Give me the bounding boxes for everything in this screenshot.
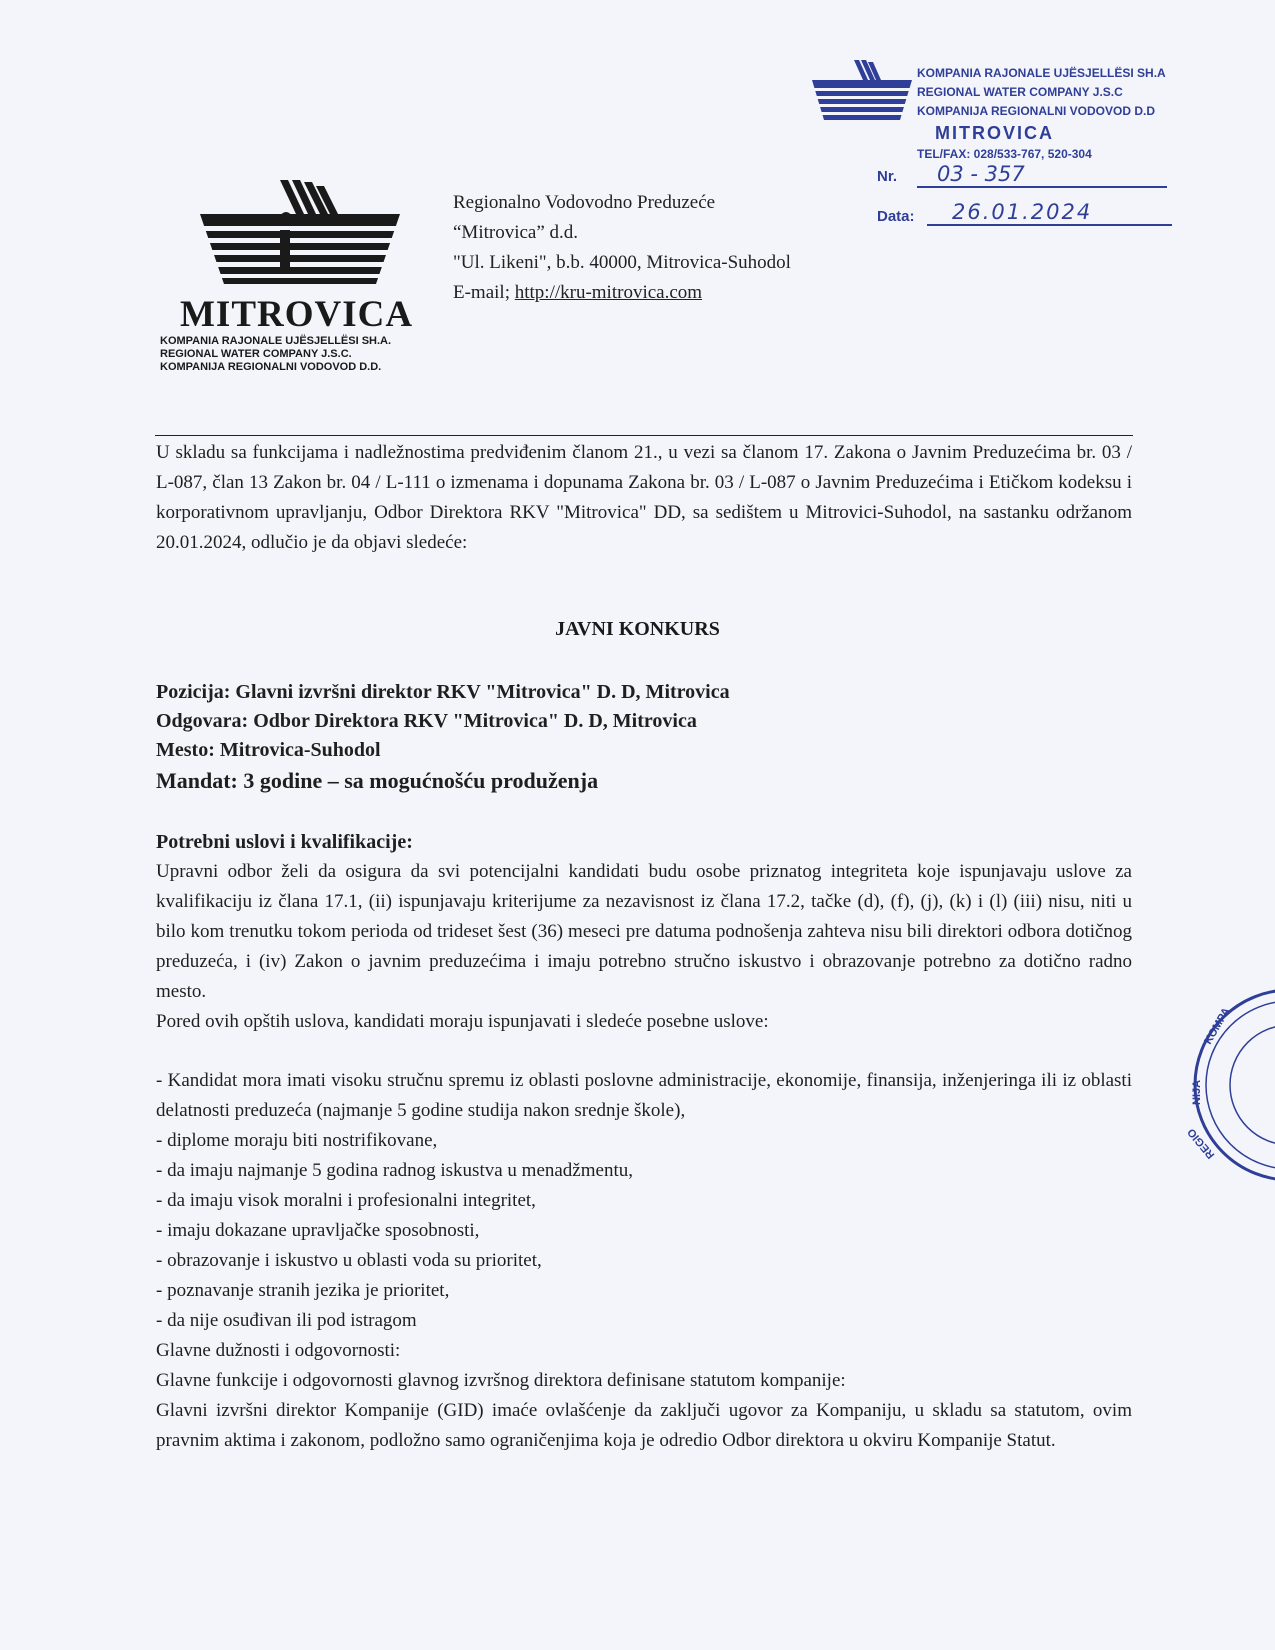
website-link[interactable]: http://kru-mitrovica.com: [514, 282, 703, 303]
position-reports-to: Odgovara: Odbor Direktora RKV "Mitrovica" D. D, Mitrovica: [156, 710, 697, 732]
requirements-title: Potrebni uslovi i kvalifikacije:: [156, 831, 413, 853]
list-item: - obrazovanje i iskustvo u oblasti voda su prioritet,: [156, 1250, 542, 1271]
duties-paragraph: Glavni izvršni direktor Kompanije (GID) imaće ovlašćenje da zaključi ugovor za Kompaniju, u skladu sa statutom, ovim pravnim aktima i zakonom, podložno samo ograničenjima koja je odredio Odbor direktora u okviru Kompanije Statut.: [156, 1400, 1132, 1451]
list-item: - Kandidat mora imati visoku stručnu spremu iz oblasti poslovne administracije, ekonomije, finansija, inženjeringa ili iz oblasti delatnosti preduzeća (najmanje 5 godine studija nakon srednje škole),: [156, 1070, 1132, 1121]
address-line: "Ul. Likeni", b.b. 40000, Mitrovica-Suhodol: [453, 252, 791, 273]
stamp-date-value: 26.01.2024: [927, 200, 1172, 226]
stamp-text: [917, 64, 1166, 164]
position-title: Pozicija: Glavni izvršni direktor RKV "Mitrovica" D. D, Mitrovica: [156, 681, 730, 703]
water-basin-logo-icon: [200, 180, 400, 295]
requirements-paragraph: Pored ovih opštih uslova, kandidati moraju ispunjavati i sledeće posebne uslove:: [156, 1011, 769, 1032]
stamp-line: KOMPANIJA REGIONALNI VODOVOD D.D: [917, 104, 1156, 118]
logo-name: MITROVICA: [180, 294, 414, 335]
list-item: - imaju dokazane upravljačke sposobnosti,: [156, 1220, 480, 1241]
intro-paragraph: U skladu sa funkcijama i nadležnostima predviđenim članom 21., u vezi sa članom 17. Zakona o Javnim Preduzećima br. 03 / L-087, član 13 Zakon br. 04 / L-111 o izmenama i dopunama Zakona br. 03 / L-087 o Javnim Preduzećima i Etičkom kodeksu i korporativnom upravljanju, Odbor Direktora RKV "Mitrovica" DD, sa sedištem u Mitrovici-Suhodol, na sastanku održanom 20.01.2024, odlučio je da objavi sledeće:: [156, 442, 1132, 553]
svg-text:REGIO: REGIO: [1185, 1125, 1218, 1161]
duties-title: Glavne dužnosti i odgovornosti:: [156, 1340, 401, 1361]
stamp-number-label: Nr.: [877, 168, 898, 185]
stamp-city: MITROVICA: [935, 123, 1054, 143]
logo-subtitle-line: REGIONAL WATER COMPANY J.S.C.: [160, 348, 352, 360]
position-location: Mesto: Mitrovica-Suhodol: [156, 739, 381, 761]
logo-subtitle: [160, 335, 391, 374]
list-item: - da imaju najmanje 5 godina radnog iskustva u menadžmentu,: [156, 1160, 633, 1181]
document-title: JAVNI KONKURS: [555, 618, 720, 640]
list-item: - diplome moraju biti nostrifikovane,: [156, 1130, 438, 1151]
list-item: - da imaju visok moralni i profesionalni integritet,: [156, 1190, 536, 1211]
logo-subtitle-line: KOMPANIA RAJONALE UJËSJELLËSI SH.A.: [160, 335, 392, 347]
list-item: - da nije osuđivan ili pod istragom: [156, 1310, 417, 1331]
address-line: “Mitrovica” d.d.: [453, 222, 579, 243]
stamp-line: KOMPANIA RAJONALE UJËSJELLËSI SH.A: [917, 66, 1166, 80]
position-mandate: Mandat: 3 godine – sa mogućnošću produženja: [156, 768, 599, 793]
position-info: [156, 678, 1132, 797]
header-divider: [155, 435, 1133, 436]
stamp-number-value: 03 - 357: [917, 162, 1167, 188]
logo-subtitle-line: KOMPANIJA REGIONALNI VODOVOD D.D.: [160, 361, 382, 373]
list-item: - poznavanje stranih jezika je prioritet,: [156, 1280, 450, 1301]
stamp-logo-icon: [812, 58, 912, 128]
company-address: [453, 188, 791, 308]
requirements-list: [156, 1066, 1132, 1456]
requirements-paragraph: Upravni odbor želi da osigura da svi potencijalni kandidati budu osobe priznatog integriteta koje ispunjavaju uslove za kvalifikaciju iz člana 17.1, (ii) ispunjavaju kriterijume za nezavisnost iz člana 17.2, tačke (d), (f), (j), (k) i (l) (iii) nisu, niti u bilo kom trenutku tokom perioda od trideset šest (36) meseci pre datuma podnošenja zahteva nisu bili direktori odbora dotičnog preduzeća, i (iv) Zakon o javnim preduzećima i imaju potrebno stručno iskustvo i obrazovanje potrebno za dotično radno mesto.: [156, 861, 1132, 1002]
svg-text:KOMPA: KOMPA: [1202, 1005, 1233, 1047]
duties-intro: Glavne funkcije i odgovornosti glavnog izvršnog direktora definisane statutom kompanije:: [156, 1370, 846, 1391]
email-label: E-mail;: [453, 282, 515, 303]
stamp-phone: TEL/FAX: 028/533-767, 520-304: [917, 147, 1092, 161]
address-line: Regionalno Vodovodno Preduzeće: [453, 192, 716, 213]
stamp-line: REGIONAL WATER COMPANY J.S.C: [917, 85, 1123, 99]
round-seal-icon: [1185, 985, 1275, 1185]
requirements-text: [156, 857, 1132, 1037]
svg-text:NIJA: NIJA: [1191, 1079, 1203, 1105]
address-email: [453, 278, 791, 308]
stamp-date-label: Data:: [877, 208, 915, 225]
